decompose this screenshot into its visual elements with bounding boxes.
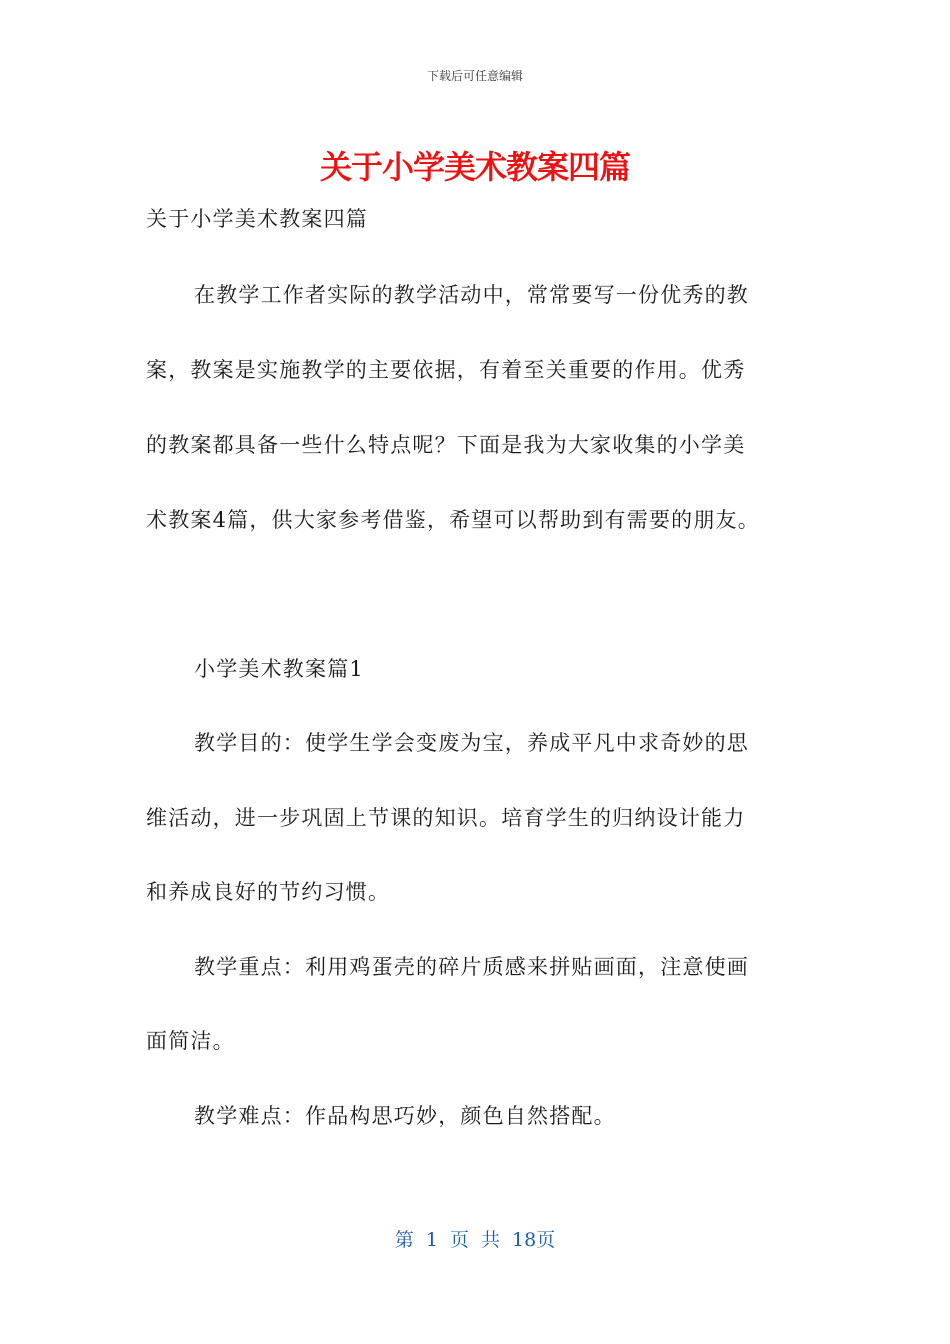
intro-line-2: 案，教案是实施教学的主要依据，有着至关重要的作用。优秀 [146,358,746,382]
difficulty-line: 教学难点：作品构思巧妙，颜色自然搭配。 [194,1104,616,1128]
key-point-line-2: 面简洁。 [146,1029,235,1053]
goal-line-3: 和养成良好的节约习惯。 [146,880,391,904]
intro-line-4: 术教案4篇，供大家参考借鉴，希望可以帮助到有需要的朋友。 [146,508,760,532]
page-number-footer: 第 1 页 共 18页 [394,1229,556,1251]
goal-line-2: 维活动，进一步巩固上节课的知识。培育学生的归纳设计能力 [146,806,746,830]
intro-line-1: 在教学工作者实际的教学活动中，常常要写一份优秀的教 [194,283,749,307]
section-heading: 小学美术教案篇1 [194,657,364,681]
document-subtitle: 关于小学美术教案四篇 [146,207,368,231]
header-note: 下载后可任意编辑 [426,69,523,83]
document-title: 关于小学美术教案四篇 [319,148,630,186]
key-point-line-1: 教学重点：利用鸡蛋壳的碎片质感来拼贴画面，注意使画 [194,955,749,979]
intro-line-3: 的教案都具备一些什么特点呢？下面是我为大家收集的小学美 [146,433,746,457]
goal-line-1: 教学目的：使学生学会变废为宝，养成平凡中求奇妙的思 [194,731,749,755]
